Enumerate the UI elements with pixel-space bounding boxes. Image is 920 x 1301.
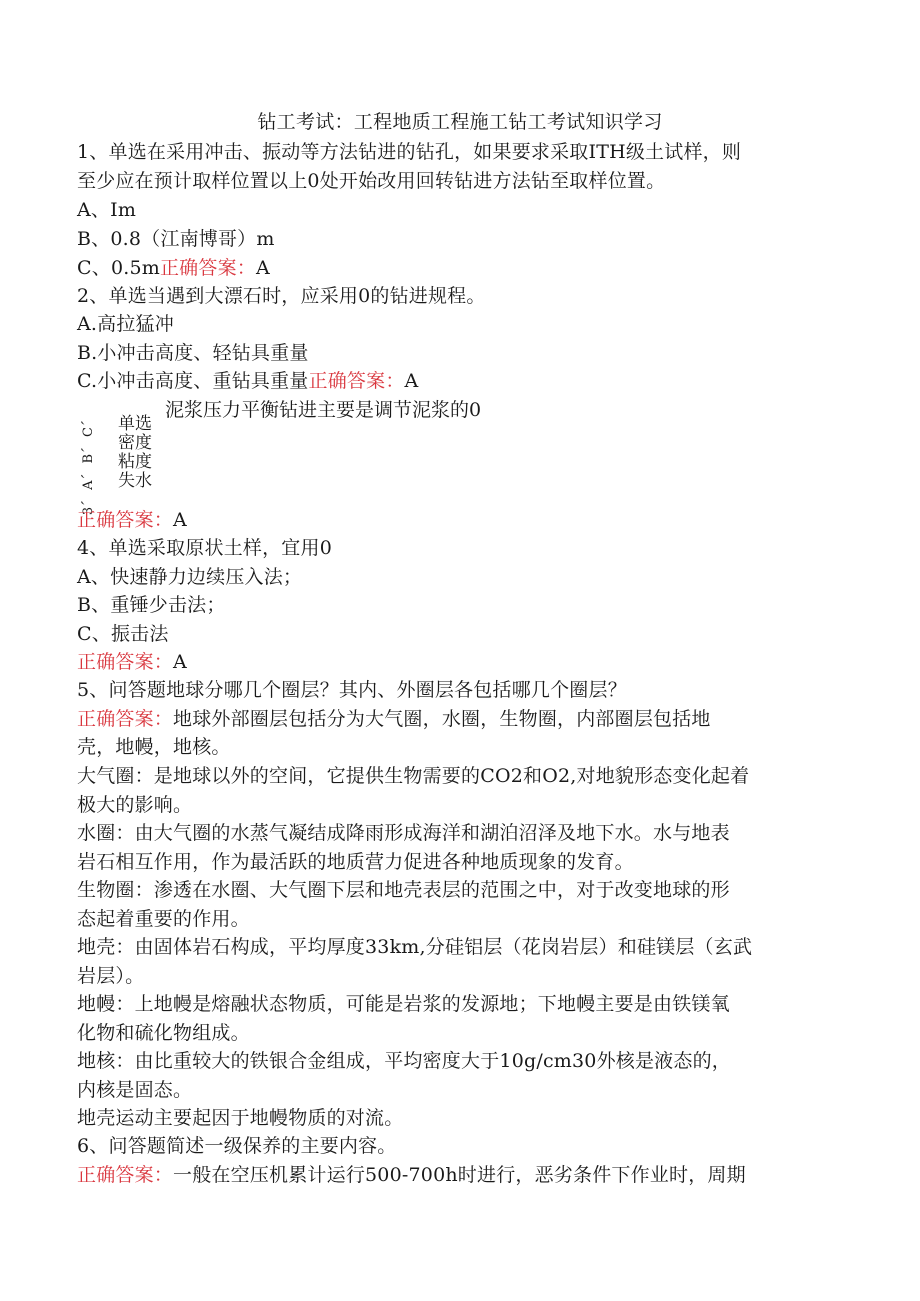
q3-option-b: 粘度: [118, 452, 152, 472]
q4-answer: A: [173, 651, 187, 673]
q2-answer: A: [404, 370, 419, 392]
q2-option-a: A.高拉猛冲: [77, 313, 174, 335]
q3-answer-row: [77, 506, 837, 534]
q2-answer-label: 正确答案：: [308, 370, 405, 392]
q2-option-c-row: [77, 367, 837, 395]
q3-option-a: 密度: [118, 433, 152, 453]
q5-answer-label: 正确答案：: [77, 708, 174, 730]
q5-crust-line1: 地壳：由固体岩石构成，平均厚度33km,分硅铝层（花岗岩层）和硅镁层（玄武: [77, 936, 753, 958]
q2-stem: 2、单选当遇到大漂石时，应采用0的钻进规程。: [77, 285, 486, 307]
q5-core-line2: 内核是固态。: [77, 1079, 193, 1101]
q5-stem: 5、问答题地球分哪几个圈层？其内、外圈层各包括哪几个圈层？: [77, 679, 627, 701]
q1-answer-label: 正确答案：: [159, 257, 256, 279]
q4-stem: 4、单选采取原状土样，宜用0: [77, 537, 332, 559]
q1-option-c: C、0.5m: [77, 257, 160, 279]
document-title: 钻工考试：工程地质工程施工钻工考试知识学习: [257, 111, 663, 133]
q5-atmosphere-line2: 极大的影响。: [77, 794, 193, 816]
q1-option-c-row: [77, 254, 837, 282]
q5-core-line1: 地核：由比重较大的铁银合金组成，平均密度大于10g/cm30外核是液态的，: [77, 1050, 731, 1072]
q5-summary: 地壳运动主要起因于地幔物质的对流。: [77, 1107, 404, 1129]
q5-hydrosphere-line2: 岩石相互作用，作为最活跃的地质营力促进各种地质现象的发育。: [77, 851, 634, 873]
q6-stem: 6、问答题简述一级保养的主要内容。: [77, 1135, 397, 1157]
q1-stem-line2: 至少应在预计取样位置以上0处开始改用回转钻进方法钻至取样位置。: [77, 170, 666, 192]
q5-answer-line2: 壳，地幔，地核。: [77, 736, 231, 758]
q5-mantle-line2: 化物和硫化物组成。: [77, 1022, 250, 1044]
q5-biosphere-line1: 生物圈：渗透在水圈、大气圈下层和地壳表层的范围之中，对于改变地球的形: [77, 879, 730, 901]
q1-option-a: A、Im: [77, 199, 137, 221]
q5-answer-row: [77, 705, 837, 733]
q4-answer-label: 正确答案：: [77, 651, 174, 673]
q5-biosphere-line2: 态起着重要的作用。: [77, 908, 250, 930]
q1-stem-line1: 1、单选在采用冲击、振动等方法钻进的钻孔，如果要求采取ITH级土试样，则: [77, 141, 742, 163]
q5-mantle-line1: 地幔：上地幔是熔融状态物质，可能是岩浆的发源地；下地幔主要是由铁镁氧: [77, 993, 730, 1015]
q3-stem: 泥浆压力平衡钻进主要是调节泥浆的0: [165, 399, 482, 421]
q5-crust-line2: 岩层）。: [77, 965, 145, 987]
q4-option-a: A、快速静力边续压入法；: [77, 566, 303, 588]
q6-answer-line1: 一般在空压机累计运行500-700h时进行，恶劣条件下作业时，周期: [173, 1164, 746, 1186]
q6-answer-label: 正确答案：: [77, 1164, 174, 1186]
q5-answer-line1: 地球外部圈层包括分为大气圈，水圈，生物圈，内部圈层包括地: [173, 708, 711, 730]
q5-hydrosphere-line1: 水圈：由大气圈的水蒸气凝结成降雨形成海洋和湖泊沼泽及地下水。水与地表: [77, 822, 730, 844]
q3-rotated-markers: 3、A、B、C、: [81, 410, 96, 516]
q1-option-b: B、0.8（江南博哥）m: [77, 228, 275, 250]
q2-option-c: C.小冲击高度、重钻具重量: [77, 370, 309, 392]
q1-answer: A: [256, 257, 270, 279]
q4-option-c: C、振击法: [77, 623, 169, 645]
q3-answer: A: [173, 509, 187, 531]
q6-answer-row: [77, 1161, 837, 1189]
q3-option-c: 失水: [118, 471, 152, 491]
q4-answer-row: [77, 648, 837, 676]
q3-type-label: 单选: [118, 414, 152, 434]
q3-answer-label: 正确答案：: [77, 509, 174, 531]
q2-option-b: B.小冲击高度、轻钻具重量: [77, 342, 309, 364]
q4-option-b: B、重锤少击法；: [77, 594, 226, 616]
q5-atmosphere-line1: 大气圈：是地球以外的空间，它提供生物需要的CO2和O2,对地貌形态变化起着: [77, 765, 750, 787]
